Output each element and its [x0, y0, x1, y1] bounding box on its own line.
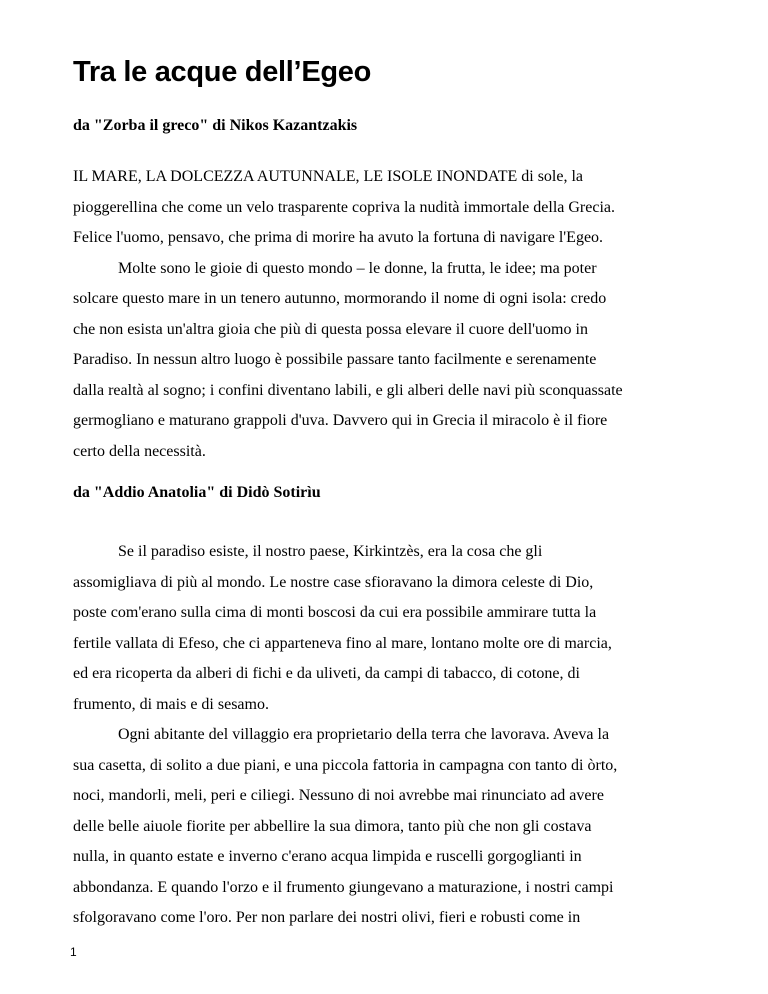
text-line: germogliano e maturano grappoli d'uva. Davvero qui in Grecia il miracolo è il fiore — [73, 412, 608, 429]
text-line: ed era ricoperta da alberi di fichi e da uliveti, da campi di tabacco, di cotone, di — [73, 665, 580, 682]
text-line: Felice l'uomo, pensavo, che prima di morire ha avuto la fortuna di navigare l'Egeo. — [73, 229, 604, 246]
section1-body — [73, 162, 713, 467]
page-title: Tra le acque dell’Egeo — [73, 56, 372, 88]
page-number: 1 — [70, 945, 77, 959]
text-line: nulla, in quanto estate e inverno c'erano acqua limpida e ruscelli gorgoglianti in — [73, 848, 582, 865]
section1-heading: da "Zorba il greco" di Nikos Kazantzakis — [73, 117, 358, 134]
text-line: Paradiso. In nessun altro luogo è possibile passare tanto facilmente e serenamente — [73, 351, 597, 368]
section2-heading: da "Addio Anatolia" di Didò Sotirìu — [73, 484, 321, 501]
text-line: che non esista un'altra gioia che più di questa possa elevare il cuore dell'uomo in — [73, 320, 588, 338]
text-line: Molte sono le gioie di questo mondo – le donne, la frutta, le idee; ma poter — [118, 259, 597, 277]
text-line: sua casetta, di solito a due piani, e una piccola fattoria in campagna con tanto di òrto, — [73, 756, 618, 774]
text-line: abbondanza. E quando l'orzo e il frumento giungevano a maturazione, i nostri campi — [73, 878, 614, 896]
text-line: frumento, di mais e di sesamo. — [73, 695, 269, 713]
text-line: noci, mandorli, meli, peri e ciliegi. Nessuno di noi avrebbe mai rinunciato ad avere — [73, 787, 604, 804]
text-line: delle belle aiuole fiorite per abbellire la sua dimora, tanto più che non gli costava — [73, 817, 592, 835]
text-line: dalla realtà al sogno; i confini diventano labili, e gli alberi delle navi più sconquassate — [73, 381, 623, 399]
text-line: fertile vallata di Efeso, che ci apparteneva fino al mare, lontano molte ore di marcia, — [73, 634, 612, 652]
text-line: poste com'erano sulla cima di monti boscosi da cui era possibile ammirare tutta la — [73, 604, 597, 621]
section2-body — [73, 537, 713, 934]
text-line: certo della necessità. — [73, 442, 206, 460]
text-line: IL MARE, LA DOLCEZZA AUTUNNALE, LE ISOLE INONDATE di sole, la — [73, 168, 584, 185]
text-line: pioggerellina che come un velo trasparente copriva la nudità immortale della Grecia. — [73, 198, 615, 216]
text-line: assomigliava di più al mondo. Le nostre case sfioravano la dimora celeste di Dio, — [73, 573, 594, 591]
text-line: solcare questo mare in un tenero autunno, mormorando il nome di ogni isola: credo — [73, 290, 607, 307]
text-line: Ogni abitante del villaggio era proprietario della terra che lavorava. Aveva la — [118, 726, 610, 743]
text-line: Se il paradiso esiste, il nostro paese, Kirkintzès, era la cosa che gli — [118, 543, 543, 560]
text-line: sfolgoravano come l'oro. Per non parlare dei nostri olivi, fieri e robusti come in — [73, 909, 581, 926]
